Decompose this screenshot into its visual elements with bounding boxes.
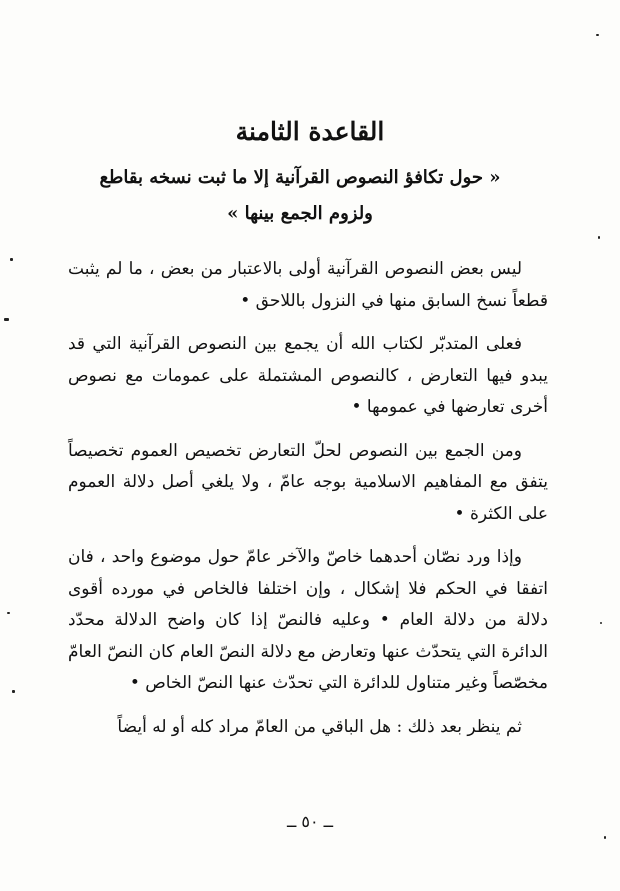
paragraph: ومن الجمع بين النصوص لحلّ التعارض تخصيص العموم تخصيصاً يتفق مع المفاهيم الاسلامية بوجه عامّ ، ولا يلغي أصل دلالة العموم على الكثرة • bbox=[68, 440, 548, 524]
scan-speck bbox=[4, 318, 9, 321]
scan-speck bbox=[7, 612, 10, 614]
paragraph: ثم ينظر بعد ذلك : هل الباقي من العامّ مراد كله أو له أيضاً bbox=[117, 716, 522, 737]
body-text bbox=[68, 254, 548, 755]
page-title: القاعدة الثامنة bbox=[235, 117, 385, 146]
paragraph: فعلى المتدبّر لكتاب الله أن يجمع بين النصوص القرآنية التي قد يبدو فيها التعارض ، كالنصوص المشتملة على عمومات مع نصوص أخرى تعارضها في عمومها • bbox=[68, 334, 548, 417]
paragraph: ليس بعض النصوص القرآنية أولى بالاعتبار من بعض ، ما لم يثبت قطعاً نسخ السابق منها في النزول باللاحق • bbox=[68, 259, 548, 311]
scan-speck bbox=[596, 34, 599, 36]
scan-speck bbox=[598, 236, 600, 239]
scan-speck bbox=[12, 690, 15, 693]
page-number: ــ ٥٠ ــ bbox=[286, 812, 334, 831]
scan-speck bbox=[600, 622, 602, 624]
scan-speck bbox=[604, 836, 606, 839]
page-subtitle: « حول تكافؤ النصوص القرآنية إلا ما ثبت نسخه بقاطع ولزوم الجمع بينها » bbox=[99, 167, 501, 224]
scan-speck bbox=[10, 258, 13, 261]
paragraph: وإذا ورد نصّان أحدهما خاصّ والآخر عامّ حول موضوع واحد ، فان اتفقا في الحكم فلا إشكال ، وإن اختلفا فالخاص في مورده أقوى دلالة من دلالة العام • وعليه فالنصّ إذا كان واضح الدلالة محدّد الدائرة التي يتحدّث عنها وتعارض مع دلالة النصّ العام كان النصّ العامّ مخصّصاً وغير متناول للدائرة التي تحدّث عنها النصّ الخاص • bbox=[68, 547, 548, 693]
